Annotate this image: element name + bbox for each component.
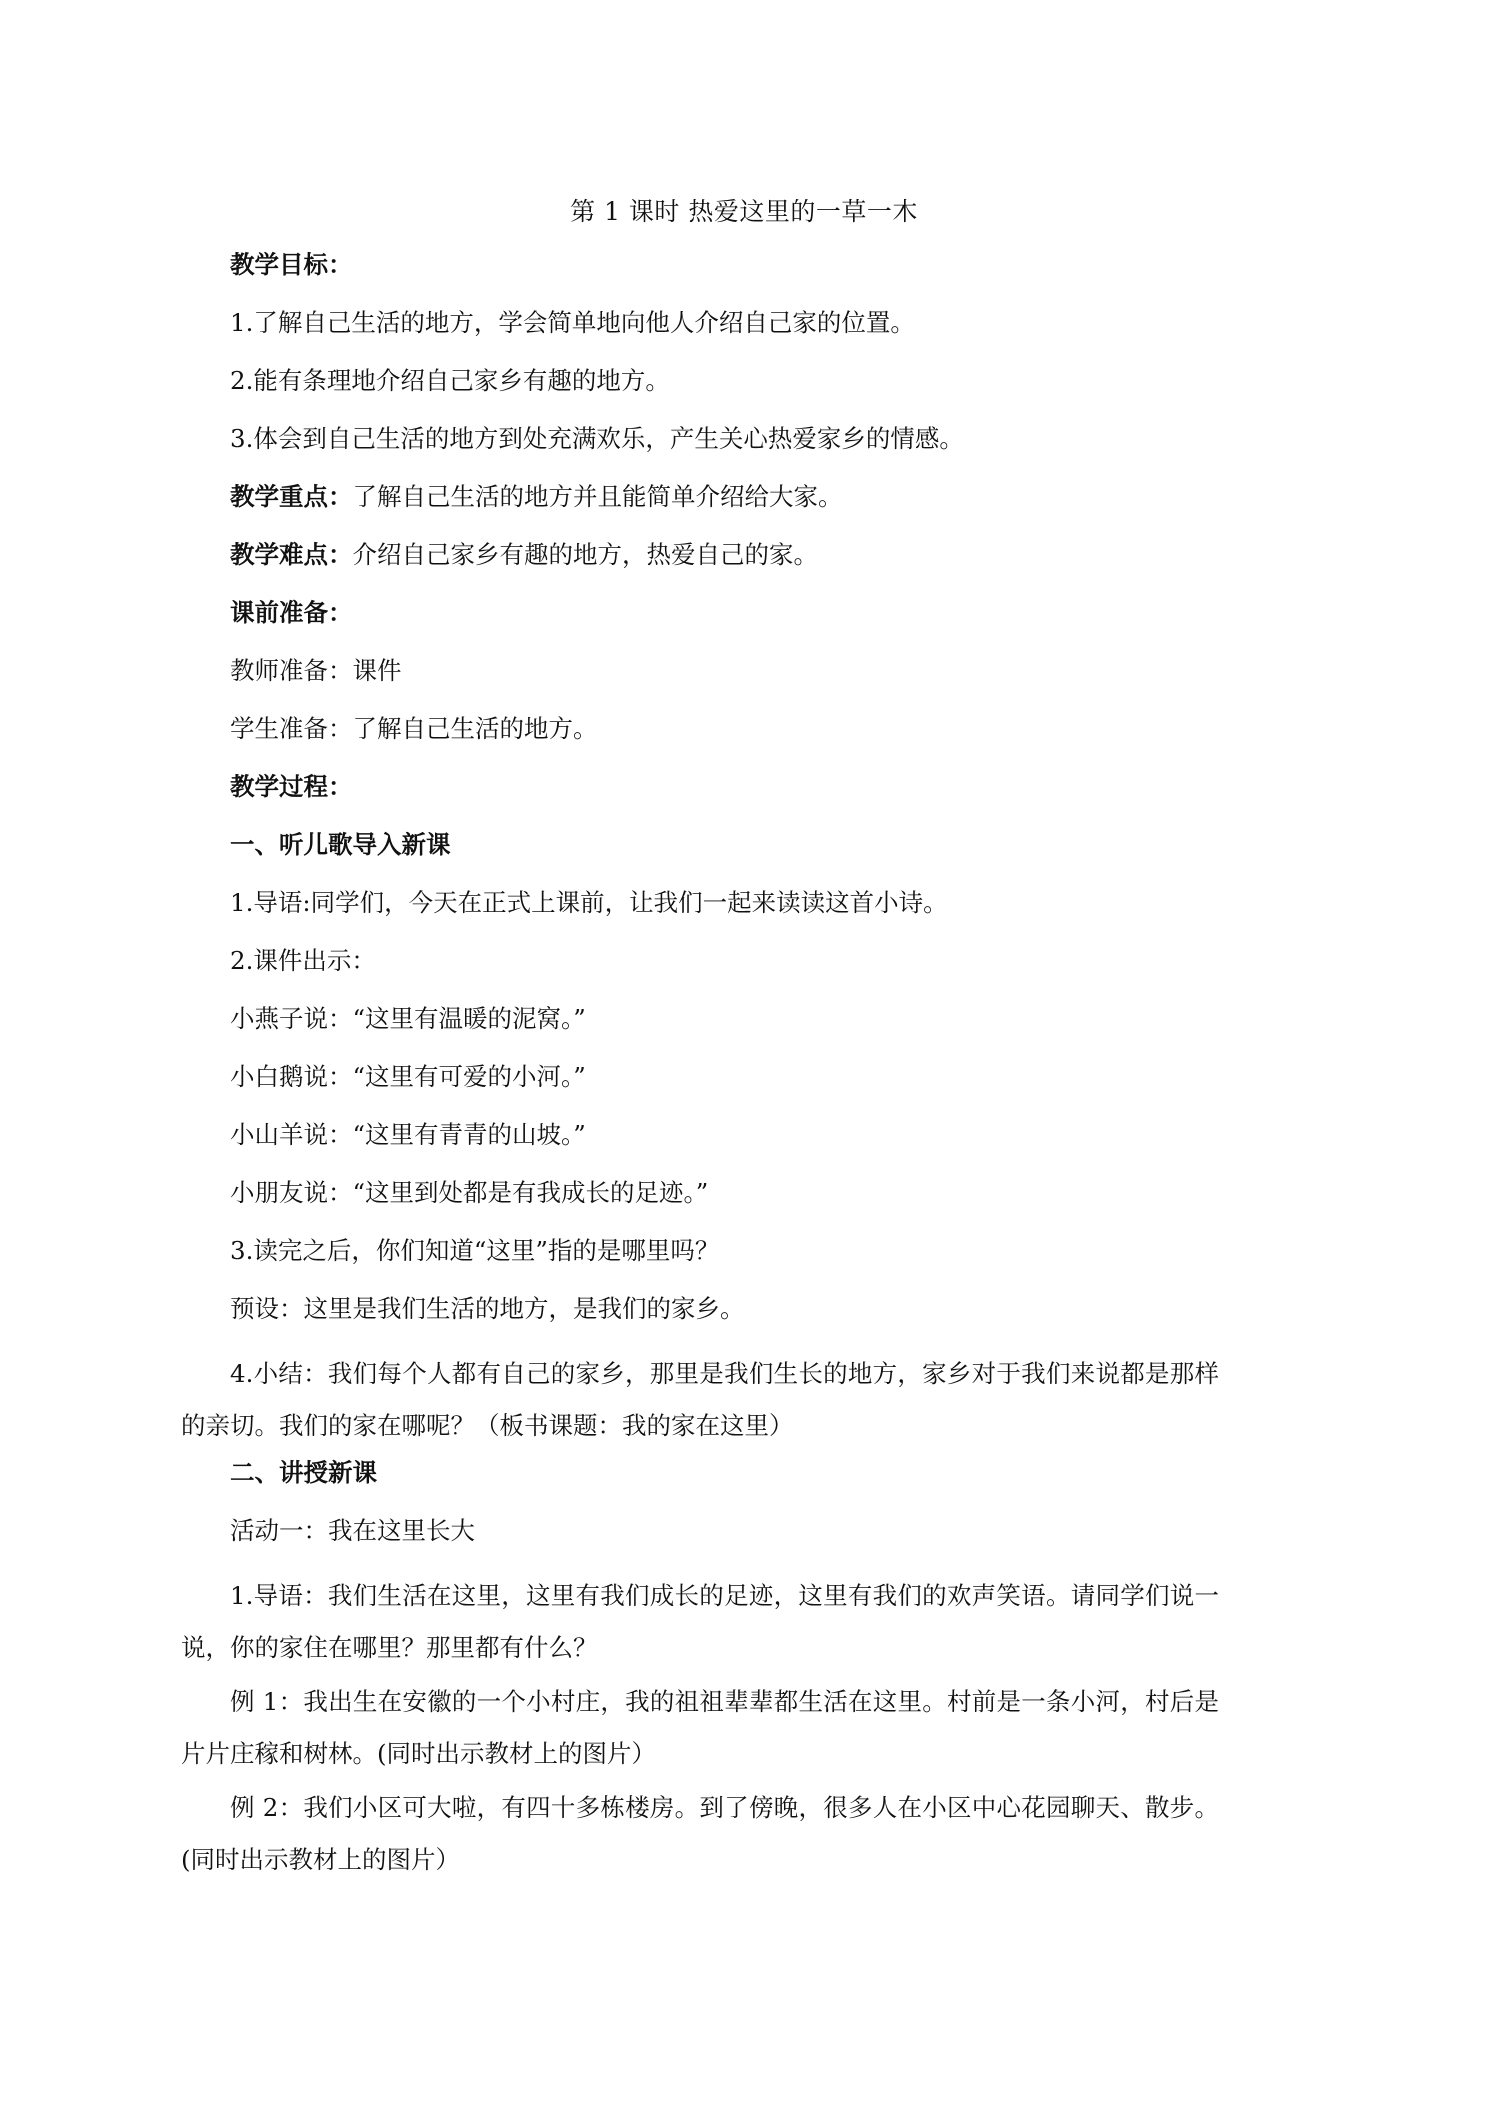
lesson-title: 第 1 课时 热爱这里的一草一木 bbox=[570, 197, 918, 226]
paragraph-text: 2.课件出示： bbox=[230, 946, 376, 975]
paragraph-text: 小朋友说：“这里到处都是有我成长的足迹。” bbox=[230, 1178, 709, 1207]
paragraph-text: 1.了解自己生活的地方，学会简单地向他人介绍自己家的位置。 bbox=[230, 308, 915, 337]
paragraph bbox=[230, 1232, 1268, 1270]
paragraph bbox=[181, 1782, 1219, 1886]
paragraph-text: 教师准备：课件 bbox=[230, 656, 402, 685]
paragraph-lead: 一、听儿歌导入新课 bbox=[230, 830, 451, 859]
paragraph bbox=[230, 304, 1268, 342]
paragraph-text: 小白鹅说：“这里有可爱的小河。” bbox=[230, 1062, 586, 1091]
paragraph bbox=[230, 1058, 1268, 1096]
paragraph-text: 4.小结：我们每个人都有自己的家乡，那里是我们生长的地方，家乡对于我们来说都是那样的亲切。我们的家在哪呢？（板书课题：我的家在这里） bbox=[181, 1359, 1219, 1440]
paragraph bbox=[230, 884, 1268, 922]
paragraph bbox=[230, 1512, 1268, 1550]
paragraph-text: 3.读完之后，你们知道“这里”指的是哪里吗？ bbox=[230, 1236, 720, 1265]
paragraph-text: 3.体会到自己生活的地方到处充满欢乐，产生关心热爱家乡的情感。 bbox=[230, 424, 964, 453]
paragraph-text: 2.能有条理地介绍自己家乡有趣的地方。 bbox=[230, 366, 670, 395]
paragraph bbox=[230, 1000, 1268, 1038]
paragraph-lead: 二、讲授新课 bbox=[230, 1458, 377, 1487]
paragraph bbox=[230, 1174, 1268, 1212]
paragraph bbox=[230, 1454, 1268, 1492]
paragraph-text: 1.导语：我们生活在这里，这里有我们成长的足迹，这里有我们的欢声笑语。请同学们说一说，你的家住在哪里？那里都有什么？ bbox=[181, 1581, 1219, 1662]
paragraph bbox=[230, 594, 1268, 632]
paragraph bbox=[230, 768, 1268, 806]
paragraph bbox=[230, 420, 1268, 458]
paragraph bbox=[181, 1348, 1219, 1452]
paragraph-text: 例 1：我出生在安徽的一个小村庄，我的祖祖辈辈都生活在这里。村前是一条小河，村后是片片庄稼和树林。(同时出示教材上的图片） bbox=[181, 1687, 1219, 1768]
paragraph bbox=[230, 1116, 1268, 1154]
paragraph bbox=[230, 478, 1268, 516]
paragraph-lead: 教学重点： bbox=[230, 482, 353, 511]
paragraph-lead: 教学目标： bbox=[230, 250, 353, 279]
paragraph bbox=[230, 1290, 1268, 1328]
paragraph bbox=[230, 362, 1268, 400]
paragraph-text: 学生准备：了解自己生活的地方。 bbox=[230, 714, 598, 743]
paragraph-text: 介绍自己家乡有趣的地方，热爱自己的家。 bbox=[352, 540, 818, 569]
paragraph-text: 1.导语:同学们，今天在正式上课前，让我们一起来读读这首小诗。 bbox=[230, 888, 948, 917]
paragraph bbox=[230, 652, 1268, 690]
paragraph-text: 活动一：我在这里长大 bbox=[230, 1516, 475, 1545]
paragraph-text: 例 2：我们小区可大啦，有四十多栋楼房。到了傍晚，很多人在小区中心花园聊天、散步。(同时出示教材上的图片） bbox=[181, 1793, 1219, 1874]
paragraph bbox=[230, 826, 1268, 864]
paragraph-text: 预设：这里是我们生活的地方，是我们的家乡。 bbox=[230, 1294, 745, 1323]
paragraph-lead: 教学难点： bbox=[230, 540, 353, 569]
paragraph-text: 小山羊说：“这里有青青的山坡。” bbox=[230, 1120, 586, 1149]
paragraph bbox=[230, 536, 1268, 574]
paragraph-text: 了解自己生活的地方并且能简单介绍给大家。 bbox=[352, 482, 843, 511]
paragraph-lead: 教学过程： bbox=[230, 772, 353, 801]
paragraph bbox=[230, 246, 1268, 284]
paragraph bbox=[181, 1676, 1219, 1780]
paragraph-lead: 课前准备： bbox=[230, 598, 353, 627]
paragraph bbox=[230, 710, 1268, 748]
paragraph bbox=[230, 942, 1268, 980]
paragraph bbox=[181, 1570, 1219, 1674]
paragraph-text: 小燕子说：“这里有温暖的泥窝。” bbox=[230, 1004, 586, 1033]
